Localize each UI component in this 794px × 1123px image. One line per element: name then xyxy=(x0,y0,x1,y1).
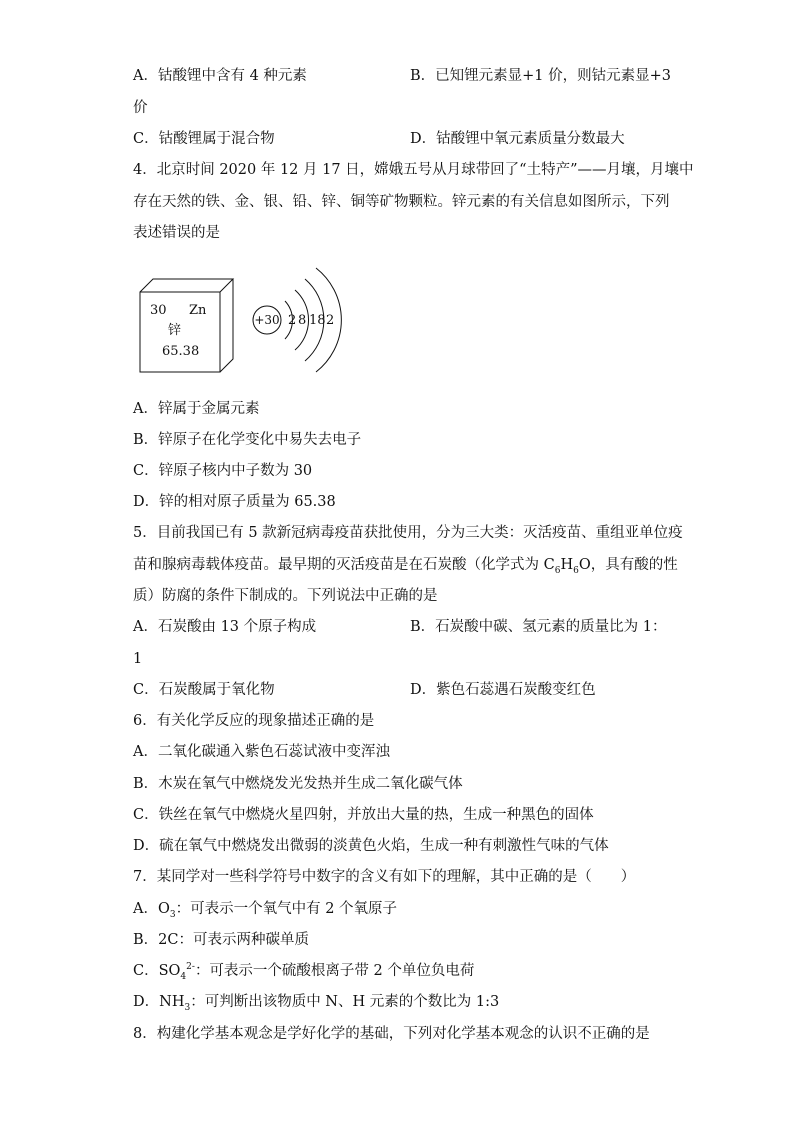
q3-option-c: C．钴酸锂属于混合物 xyxy=(133,131,275,147)
q3-option-d: D．钴酸锂中氧元素质量分数最大 xyxy=(410,131,625,147)
q5-option-c: C．石炭酸属于氧化物 xyxy=(133,682,275,698)
q5-option-b-wrap: 1 xyxy=(133,651,143,667)
shell-electrons-2: 8 xyxy=(298,313,307,328)
q6-option-d: D．硫在氧气中燃烧发出微弱的淡黄色火焰，生成一种有刺激性气味的气体 xyxy=(133,838,609,854)
atomic-mass: 65.38 xyxy=(162,344,200,359)
q4-option-c: C．锌原子核内中子数为 30 xyxy=(133,463,313,479)
q4-stem-line-1: 4．北京时间 2020 年 12 月 17 日，嫦娥五号从月球带回了“土特产”——月壤，月壤中 xyxy=(133,162,694,178)
q3-option-a: A．钴酸锂中含有 4 种元素 xyxy=(133,68,307,84)
shell-electrons-4: 2 xyxy=(326,313,335,328)
element-symbol: Zn xyxy=(189,303,207,318)
q5-stem-tail: ，具有酸的性 xyxy=(590,557,678,573)
nucleus-charge: +30 xyxy=(254,313,280,327)
q8-stem: 8．构建化学基本观念是学好化学的基础，下列对化学基本观念的认识不正确的是 xyxy=(133,1026,650,1042)
q6-option-c: C．铁丝在氧气中燃烧火星四射，并放出大量的热，生成一种黑色的固体 xyxy=(133,807,594,823)
q3-option-b-wrap: 价 xyxy=(133,100,148,116)
q6-stem: 6．有关化学反应的现象描述正确的是 xyxy=(133,713,375,729)
q5-stem-line-1: 5．目前我国已有 5 款新冠病毒疫苗获批使用，分为三大类：灭活疫苗、重组亚单位疫 xyxy=(133,525,683,541)
card-side-face xyxy=(220,279,233,372)
shell-electrons-1: 2 xyxy=(288,313,297,328)
q5-option-a: A．石炭酸由 13 个原子构成 xyxy=(133,619,317,635)
q4-option-a: A．锌属于金属元素 xyxy=(133,401,260,417)
q4-stem-line-2: 存在天然的铁、金、银、铅、锌、铜等矿物颗粒。锌元素的有关信息如图所示，下列 xyxy=(133,194,670,210)
q7-stem: 7．某同学对一些科学符号中数字的含义有如下的理解，其中正确的是（ ） xyxy=(133,869,636,885)
zinc-diagram xyxy=(130,262,360,382)
element-name: 锌 xyxy=(168,323,182,338)
q5-stem-line-2 xyxy=(133,556,678,574)
q6-option-a: A．二氧化碳通入紫色石蕊试液中变浑浊 xyxy=(133,744,390,760)
q5-option-d: D．紫色石蕊遇石炭酸变红色 xyxy=(410,682,596,698)
q7-option-a: A．$O_3$：可表示一个氧气中有 2 个氧原子 xyxy=(133,901,398,920)
q4-stem-line-3: 表述错误的是 xyxy=(133,225,220,241)
atomic-number: 30 xyxy=(150,303,167,318)
q7-option-d: D．$NH_3$：可判断出该物质中 N、H 元素的个数比为 1:3 xyxy=(133,994,500,1013)
q6-option-b: B．木炭在氧气中燃烧发光发热并生成二氧化碳气体 xyxy=(133,776,463,792)
q5-option-b: B．石炭酸中碳、氢元素的质量比为 1： xyxy=(410,619,667,635)
q4-option-d: D．锌的相对原子质量为 65.38 xyxy=(133,494,336,510)
q3-option-b: B．已知锂元素显+1 价，则钴元素显+3 xyxy=(410,68,672,84)
q5-stem-text: 苗和腺病毒载体疫苗。最早期的灭活疫苗是在石炭酸（化学式为 xyxy=(133,557,544,573)
q7-option-c: C．$SO_4^{2-}$：可表示一个硫酸根离子带 2 个单位负电荷 xyxy=(133,962,475,982)
phenol-formula: $C_6H_6O$ xyxy=(543,557,591,576)
q5-stem-line-3: 质）防腐的条件下制成的。下列说法中正确的是 xyxy=(133,588,438,604)
q7-option-b: B．2C：可表示两种碳单质 xyxy=(133,932,309,948)
card-top-face xyxy=(140,279,233,292)
zinc-element-figure xyxy=(130,262,360,382)
q4-option-b: B．锌原子在化学变化中易失去电子 xyxy=(133,432,362,448)
shell-electrons-3: 18 xyxy=(309,313,326,328)
